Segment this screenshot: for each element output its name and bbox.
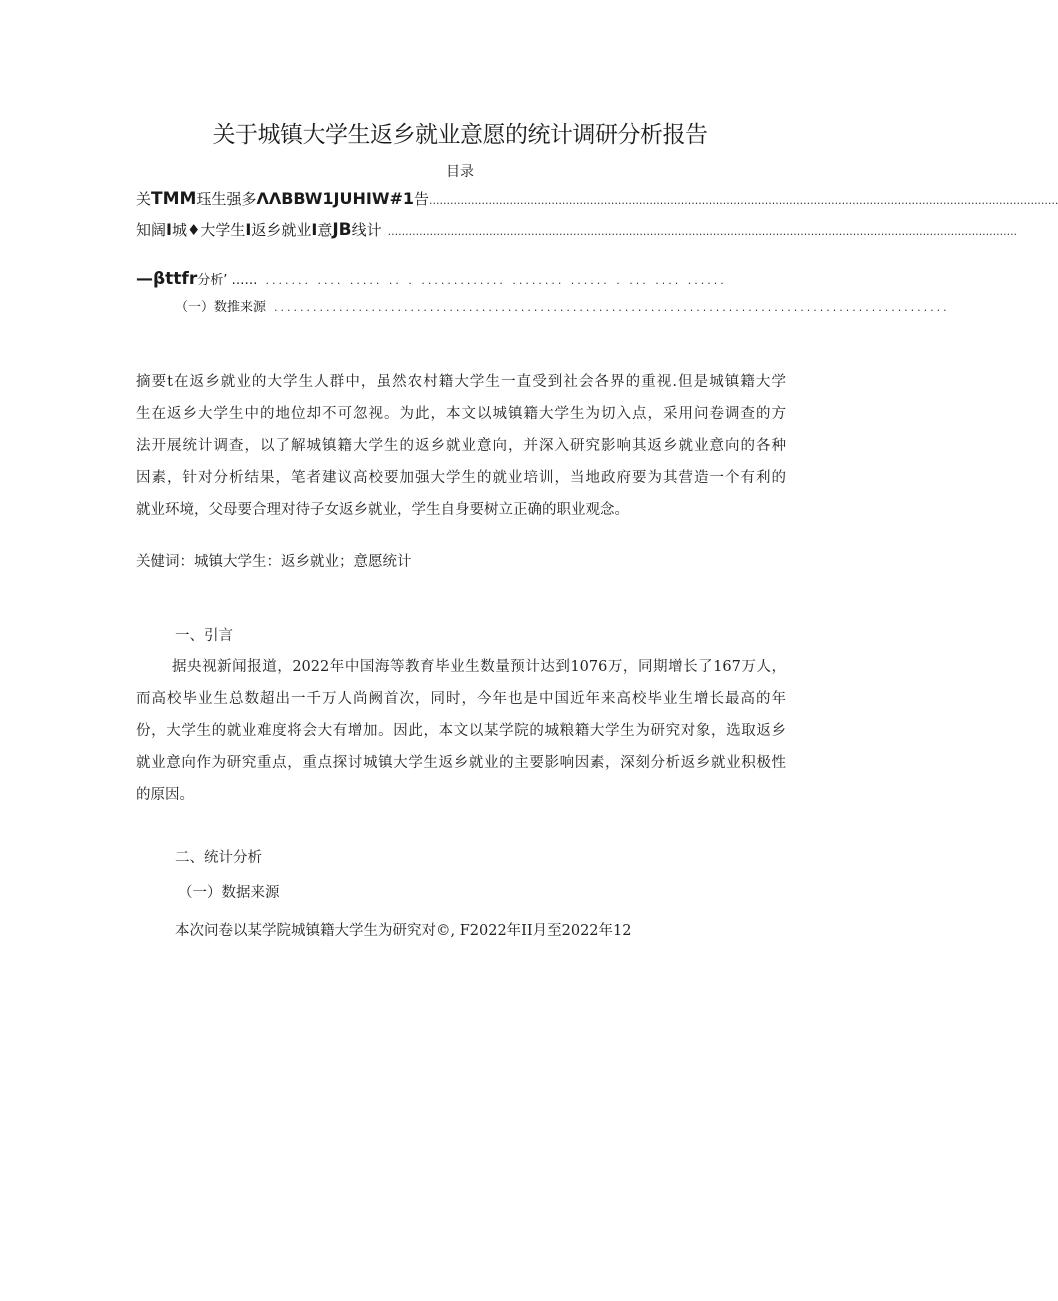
abstract-line: 就业环境，父母要合理对待子女返乡就业，学生自身要树立正确的职业观念。 (136, 502, 629, 518)
toc-entry-label: —βttfr分析’ …… (136, 269, 258, 289)
toc-entry[interactable] (136, 269, 766, 289)
subsection-heading-data-source: （一）数据来源 (178, 885, 280, 901)
section-heading-statistics: 二、统计分析 (175, 850, 262, 866)
toc-leader-dots: ........................................................................................................ (274, 301, 950, 314)
toc-leader-dots: .................................................................................................................................................................................... (387, 225, 1018, 238)
abstract-line: 生在返乡大学生中的地位却不可忽视。为此，本文以城镇籍大学生为切入点，采用问卷调查的方 (136, 406, 786, 422)
toc-entry-label: 知阔I城♦大学生I返乡就业I意JB线计 (136, 220, 382, 240)
toc-heading: 目录 (446, 164, 474, 180)
toc-entry[interactable] (175, 296, 950, 315)
abstract-line: 因素，针对分析结果，笔者建议高校要加强大学生的就业培训，当地政府要为其营造一个有利的 (136, 470, 786, 486)
toc-leader-dots: ....... .... ..... .. . ............. ........ ...... . ... .... ...... (265, 274, 727, 287)
toc-entry[interactable] (136, 219, 1018, 240)
introduction-line: 的原因。 (136, 787, 194, 803)
introduction-line: 份，大学生的就业难度将会大有增加。因此，本文以某学院的城粮籍大学生为研究对象，选取返乡 (136, 723, 786, 739)
toc-entry-label: （一）数推来源 (175, 300, 267, 315)
abstract-paragraph (136, 366, 786, 526)
section-heading-introduction: 一、引言 (175, 628, 233, 644)
abstract-line: 摘要t在返乡就业的大学生人群中，虽然农村籍大学生一直受到社会各界的重视.但是城镇籍大学 (136, 374, 786, 390)
keywords: 关健词：城镇大学生：返乡就业；意愿统计 (136, 554, 412, 570)
data-source-line: 本次问卷以某学院城镇籍大学生为研究对©, F2022年II月至2022年12 (175, 923, 632, 939)
toc-entry[interactable] (136, 188, 1058, 209)
document-title: 关于城镇大学生返乡就业意愿的统计调研分析报告 (212, 122, 708, 148)
toc-leader-dots: .................................................................................................................................................................................... (429, 194, 1058, 207)
toc-entry-label: 关TMM珏生强多ΛΛBBW1JUHIW#1告 (136, 189, 430, 209)
introduction-paragraph (136, 651, 786, 811)
introduction-line: 就业意向作为研究重点，重点探讨城镇大学生返乡就业的主要影响因素，深刻分析返乡就业积极性 (136, 755, 786, 771)
abstract-line: 法开展统计调查，以了解城镇籍大学生的返乡就业意向，并深入研究影响其返乡就业意向的各种 (136, 438, 786, 454)
introduction-line: 而高校毕业生总数超出一千万人尚阙首次，同时，今年也是中国近年来高校毕业生增长最高的年 (136, 691, 786, 707)
introduction-line: 据央视新闻报道，2022年中国海等教育毕业生数量预计达到1076万，同期增长了167万人， (172, 659, 786, 675)
